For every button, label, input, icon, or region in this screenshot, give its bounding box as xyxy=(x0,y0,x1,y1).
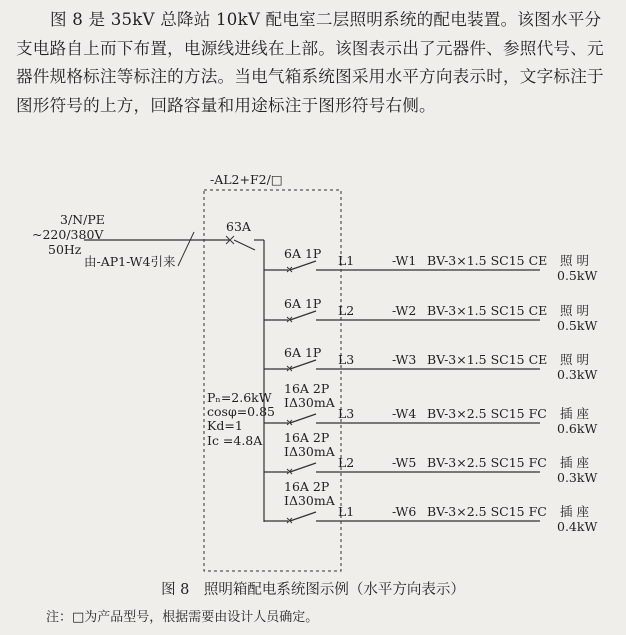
circuit-load: 0.3kW xyxy=(557,470,598,485)
circuit-code: -W5 xyxy=(392,455,417,470)
main-breaker-symbol xyxy=(226,236,264,250)
param-pn: Pₙ=2.6kW xyxy=(207,390,272,405)
circuit-load: 0.5kW xyxy=(557,318,598,333)
breaker-contact xyxy=(290,311,316,320)
supply-source: 由-AP1-W4引来 xyxy=(84,254,176,269)
supply-slash-mark xyxy=(178,232,194,266)
circuit-rcd: IΔ30mA xyxy=(284,444,335,459)
param-ic: Ic =4.8A xyxy=(207,433,263,448)
circuit-use: 照 明 xyxy=(560,303,589,318)
main-breaker-rating: 63A xyxy=(226,219,251,234)
circuit-code: -W6 xyxy=(392,504,417,519)
circuit-rating: 6A 1P xyxy=(284,296,322,311)
circuit-rcd: IΔ30mA xyxy=(284,493,335,508)
circuit-rating: 6A 1P xyxy=(284,246,322,261)
circuit-phase: L1 xyxy=(338,253,355,268)
circuit-load: 0.5kW xyxy=(557,268,598,283)
circuit-load: 0.6kW xyxy=(557,421,598,436)
breaker-contact xyxy=(290,360,316,369)
circuit-load: 0.4kW xyxy=(557,519,598,534)
breaker-contact xyxy=(290,261,316,270)
supply-voltage: ~220/380V xyxy=(32,227,104,242)
circuit-rating: 16A 2P xyxy=(284,381,330,396)
circuit-code: -W3 xyxy=(392,352,417,367)
breaker-contact xyxy=(290,512,316,521)
intro-paragraph: 图 8 是 35kV 总降站 10kV 配电室二层照明系统的配电装置。该图水平分支电路自上而下布置，电源线进线在上部。该图表示出了元器件、参照代号、元器件规格标注等标注的方法。当电气箱系统图采用水平方向表示时，文字标注于图形符号的上方，回路容量和用途标注于图形符号右侧。 xyxy=(16,10,604,115)
circuit-phase: L2 xyxy=(338,303,355,318)
circuit-use: 照 明 xyxy=(560,352,589,367)
circuit-code: -W4 xyxy=(392,406,417,421)
branch-circuits xyxy=(264,246,597,534)
circuit-phase: L1 xyxy=(338,504,355,519)
circuit-cable: BV-3×2.5 SC15 FC xyxy=(427,504,547,519)
circuit-cable: BV-3×1.5 SC15 CE xyxy=(427,303,548,318)
circuit-phase: L2 xyxy=(338,455,355,470)
circuit-cable: BV-3×1.5 SC15 CE xyxy=(427,352,548,367)
circuit-use: 照 明 xyxy=(560,253,589,268)
circuit-use: 插 座 xyxy=(560,455,589,470)
circuit-use: 插 座 xyxy=(560,504,589,519)
circuit-rating: 6A 1P xyxy=(284,345,322,360)
param-kd: Kd=1 xyxy=(207,418,243,433)
circuit-rating: 16A 2P xyxy=(284,479,330,494)
circuit-cable: BV-3×2.5 SC15 FC xyxy=(427,406,547,421)
circuit-code: -W2 xyxy=(392,303,417,318)
circuit-cable: BV-3×2.5 SC15 FC xyxy=(427,455,547,470)
param-cos: cosφ=0.85 xyxy=(207,404,275,419)
circuit-cable: BV-3×1.5 SC15 CE xyxy=(427,253,548,268)
supply-system: 3/N/PE xyxy=(60,212,105,227)
figure-note: 注：□为产品型号，根据需要由设计人员确定。 xyxy=(46,610,319,625)
circuit-use: 插 座 xyxy=(560,406,589,421)
breaker-contact xyxy=(290,414,316,423)
figure-caption: 图 8 照明箱配电系统图示例（水平方向表示） xyxy=(161,582,465,598)
breaker-contact xyxy=(290,463,316,472)
circuit-rating: 16A 2P xyxy=(284,430,330,445)
circuit-phase: L3 xyxy=(338,406,355,421)
circuit-phase: L3 xyxy=(338,352,355,367)
box-label: -AL2+F2/□ xyxy=(210,172,283,187)
supply-frequency: 50Hz xyxy=(48,242,82,257)
circuit-code: -W1 xyxy=(392,253,417,268)
circuit-rcd: IΔ30mA xyxy=(284,395,335,410)
circuit-load: 0.3kW xyxy=(557,367,598,382)
